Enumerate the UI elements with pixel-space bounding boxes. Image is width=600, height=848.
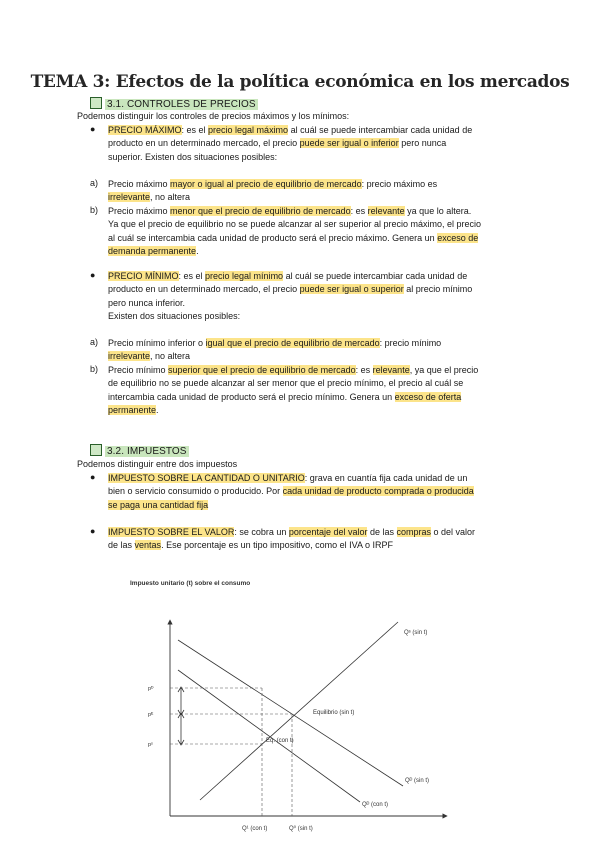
demand-con-label: Qᴰ (con t) — [362, 802, 389, 808]
impuesto-valor-paragraph: IMPUESTO SOBRE EL VALOR: se cobra un porcentaje del valor de las compras o del valor de las ventas. Ese porcentaje es un tipo impositivo, como el IVA o IRPF — [108, 527, 476, 551]
list-label: b) — [90, 364, 99, 374]
section-heading-controles: 3.1. CONTROLES DE PRECIOS — [90, 97, 258, 110]
intro-text: Podemos distinguir los controles de precios máximos y los mínimos: — [77, 111, 350, 121]
list-label: a) — [90, 337, 99, 347]
eq-sin-label: Equilibrio (sin t) — [313, 710, 355, 716]
checkbox-icon[interactable] — [90, 444, 102, 456]
demand-curve-sin — [178, 640, 403, 786]
price-label-mid: pᴱ — [148, 712, 154, 718]
quantity-label-sin: Q⁰ (sin t) — [289, 826, 313, 832]
checkbox-icon[interactable] — [90, 97, 102, 109]
list-item: Precio máximo mayor o igual al precio de equilibrio de mercado: precio máximo es irrelevante, no altera — [108, 179, 438, 203]
page-title: TEMA 3: Efectos de la política económica en los mercados — [30, 72, 570, 92]
bullet-icon: ● — [90, 270, 96, 280]
bullet-icon: ● — [90, 124, 96, 134]
supply-curve — [200, 622, 398, 800]
supply-label: Qˢ (sin t) — [404, 630, 428, 636]
list-item: Precio mínimo superior que el precio de equilibrio de mercado: es relevante, ya que el precio de equilibrio no se puede alcanzar al ser menor que el precio mínimo, el precio al cuál se intercambia cada unidad de producto será el precio mínimo. Genera un exceso de oferta permanente. — [108, 365, 479, 415]
bullet-icon: ● — [90, 472, 96, 482]
quantity-label-con: Q¹ (con t) — [242, 826, 268, 832]
price-label-top: pᴰ — [148, 686, 154, 692]
demand-curve-con — [178, 670, 360, 802]
precio-maximo-paragraph: PRECIO MÁXIMO: es el precio legal máximo al cuál se puede intercambiar cada unidad de producto en un determinado mercado, el precio puede ser igual o inferior pero nunca superior. Existen dos situaciones posibles: — [108, 125, 473, 162]
list-item: Precio máximo menor que el precio de equilibrio de mercado: es relevante ya que lo altera. Ya que el precio de equilibrio no se puede alcanzar al ser superior al precio máximo, el precio al cuál se intercambia cada unidad de producto será el precio máximo. Genera un exceso de demanda permanente. — [108, 206, 482, 256]
section-heading-impuestos: 3.2. IMPUESTOS — [90, 444, 189, 457]
bullet-icon: ● — [90, 526, 96, 536]
precio-minimo-paragraph: PRECIO MÍNIMO: es el precio legal mínimo al cuál se puede intercambiar cada unidad de producto en un determinado mercado, el precio puede ser igual o superior al precio mínimo pero nunca inferior. Existen dos situaciones posibles: — [108, 271, 473, 321]
impuesto-unitario-paragraph: IMPUESTO SOBRE LA CANTIDAD O UNITARIO: grava en cuantía fija cada unidad de un bien o servicio consumido o producido. Por cada unidad de producto comprada o producida se paga una cantidad fija — [108, 473, 474, 510]
list-item: Precio mínimo inferior o igual que el precio de equilibrio de mercado: precio mínimo irrelevante, no altera — [108, 338, 442, 362]
eq-con-label: Eq. (con t) — [266, 738, 294, 744]
price-label-low: pˢ — [148, 742, 153, 748]
tax-diagram — [0, 578, 600, 848]
list-label: a) — [90, 178, 99, 188]
demand-sin-label: Qᴰ (sin t) — [405, 778, 430, 784]
list-label: b) — [90, 205, 99, 215]
diagram-title: Impuesto unitario (t) sobre el consumo — [130, 580, 251, 587]
intro-text: Podemos distinguir entre dos impuestos — [77, 459, 238, 469]
